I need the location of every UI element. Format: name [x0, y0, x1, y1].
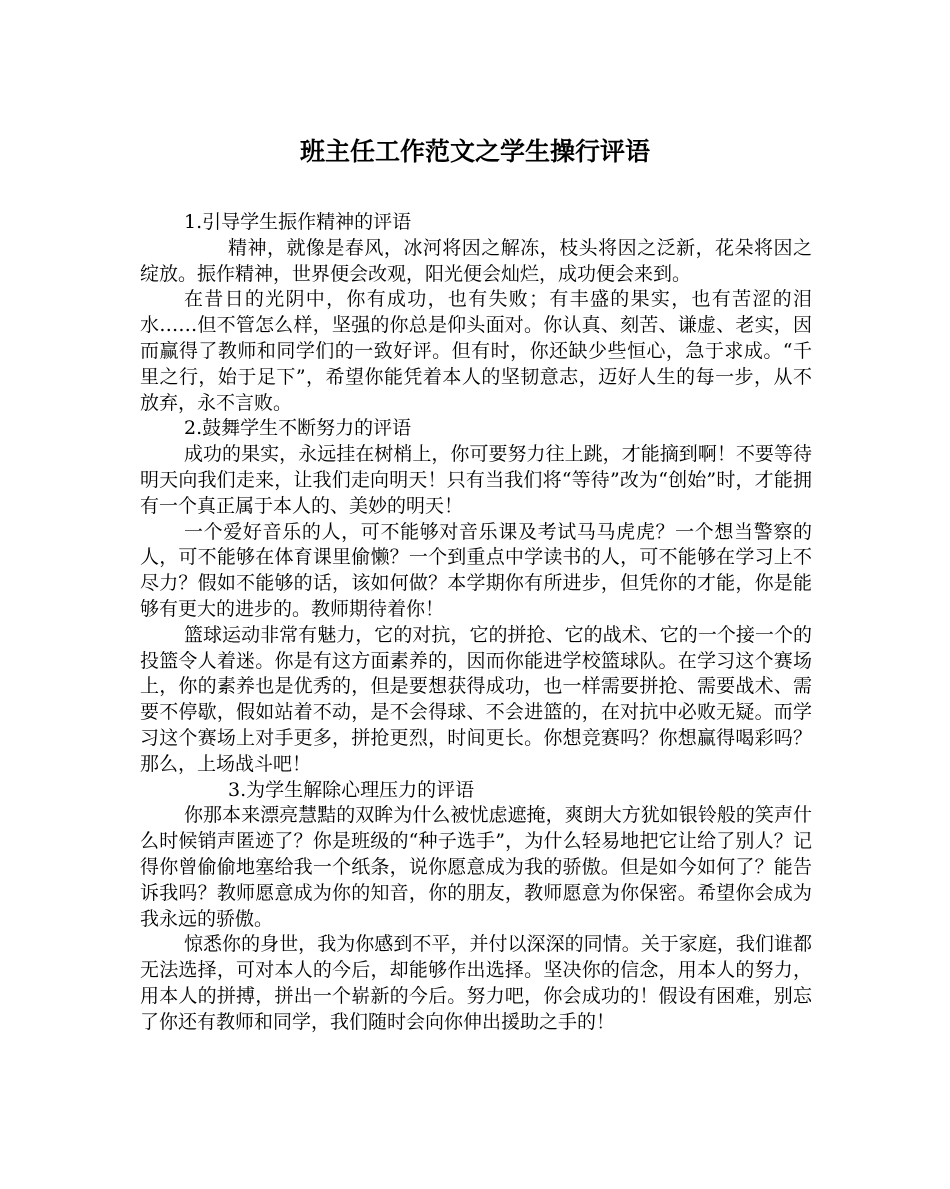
paragraph: 你那本来漂亮慧黠的双眸为什么被忧虑遮掩，爽朗大方犹如银铃般的笑声什么时候销声匿迹了？你是班级的“种子选手”，为什么轻易地把它让给了别人？记得你曾偷偷地塞给我一个纸条，说你愿意成为我的骄傲。但是如今如何了？能告诉我吗？教师愿意成为你的知音，你的朋友，教师愿意为你保密。希望你会成为我永远的骄傲。 — [140, 804, 812, 930]
paragraph: 篮球运动非常有魅力，它的对抗，它的拼抢、它的战术、它的一个接一个的投篮令人着迷。你是有这方面素养的，因而你能进学校篮球队。在学习这个赛场上，你的素养也是优秀的，但是要想获得成功，也一样需要拼抢、需要战术、需要不停歇，假如站着不动，是不会得球、不会进篮的，在对抗中必败无疑。而学习这个赛场上对手更多，拼抢更烈，时间更长。你想竞赛吗？你想赢得喝彩吗？那么，上场战斗吧！ — [140, 623, 812, 775]
section-heading-2: 2.鼓舞学生不断努力的评语 — [184, 417, 412, 440]
paragraph: 惊悉你的身世，我为你感到不平，并付以深深的同情。关于家庭，我们谁都无法选择，可对本人的今后，却能够作出选择。坚决你的信念，用本人的努力，用本人的拼搏，拼出一个崭新的今后。努力吧，你会成功的！假设有困难，别忘了你还有教师和同学，我们随时会向你伸出援助之手的！ — [140, 933, 812, 1033]
section-heading-1: 1.引导学生振作精神的评语 — [184, 211, 412, 233]
document-title: 班主任工作范文之学生操行评语 — [299, 137, 650, 166]
document-body — [140, 210, 812, 1036]
section-heading-3: 3.为学生解除心理压力的评语 — [228, 778, 475, 801]
paragraph: 成功的果实，永远挂在树梢上，你可要努力往上跳，才能摘到啊！不要等待明天向我们走来，让我们走向明天！只有当我们将“等待”改为“创始”时，才能拥有一个真正属于本人的、美妙的明天！ — [140, 443, 812, 517]
paragraph: 精神，就像是春风，冰河将因之解冻，枝头将因之泛新，花朵将因之绽放。振作精神，世界便会改观，阳光便会灿烂，成功便会来到。 — [140, 236, 812, 285]
paragraph: 在昔日的光阴中，你有成功，也有失败；有丰盛的果实，也有苦涩的泪水……但不管怎么样，坚强的你总是仰头面对。你认真、刻苦、谦虚、老实，因而赢得了教师和同学们的一致好评。但有时，你还缺少些恒心，急于求成。“千里之行，始于足下”，希望你能凭着本人的坚韧意志，迈好人生的每一步，从不放弃，永不言败。 — [140, 288, 812, 414]
paragraph: 一个爱好音乐的人，可不能够对音乐课及考试马马虎虎？一个想当警察的人，可不能够在体育课里偷懒？一个到重点中学读书的人，可不能够在学习上不尽力？假如不能够的话，该如何做？本学期你有所进步，但凭你的才能，你是能够有更大的进步的。教师期待着你！ — [140, 520, 812, 620]
